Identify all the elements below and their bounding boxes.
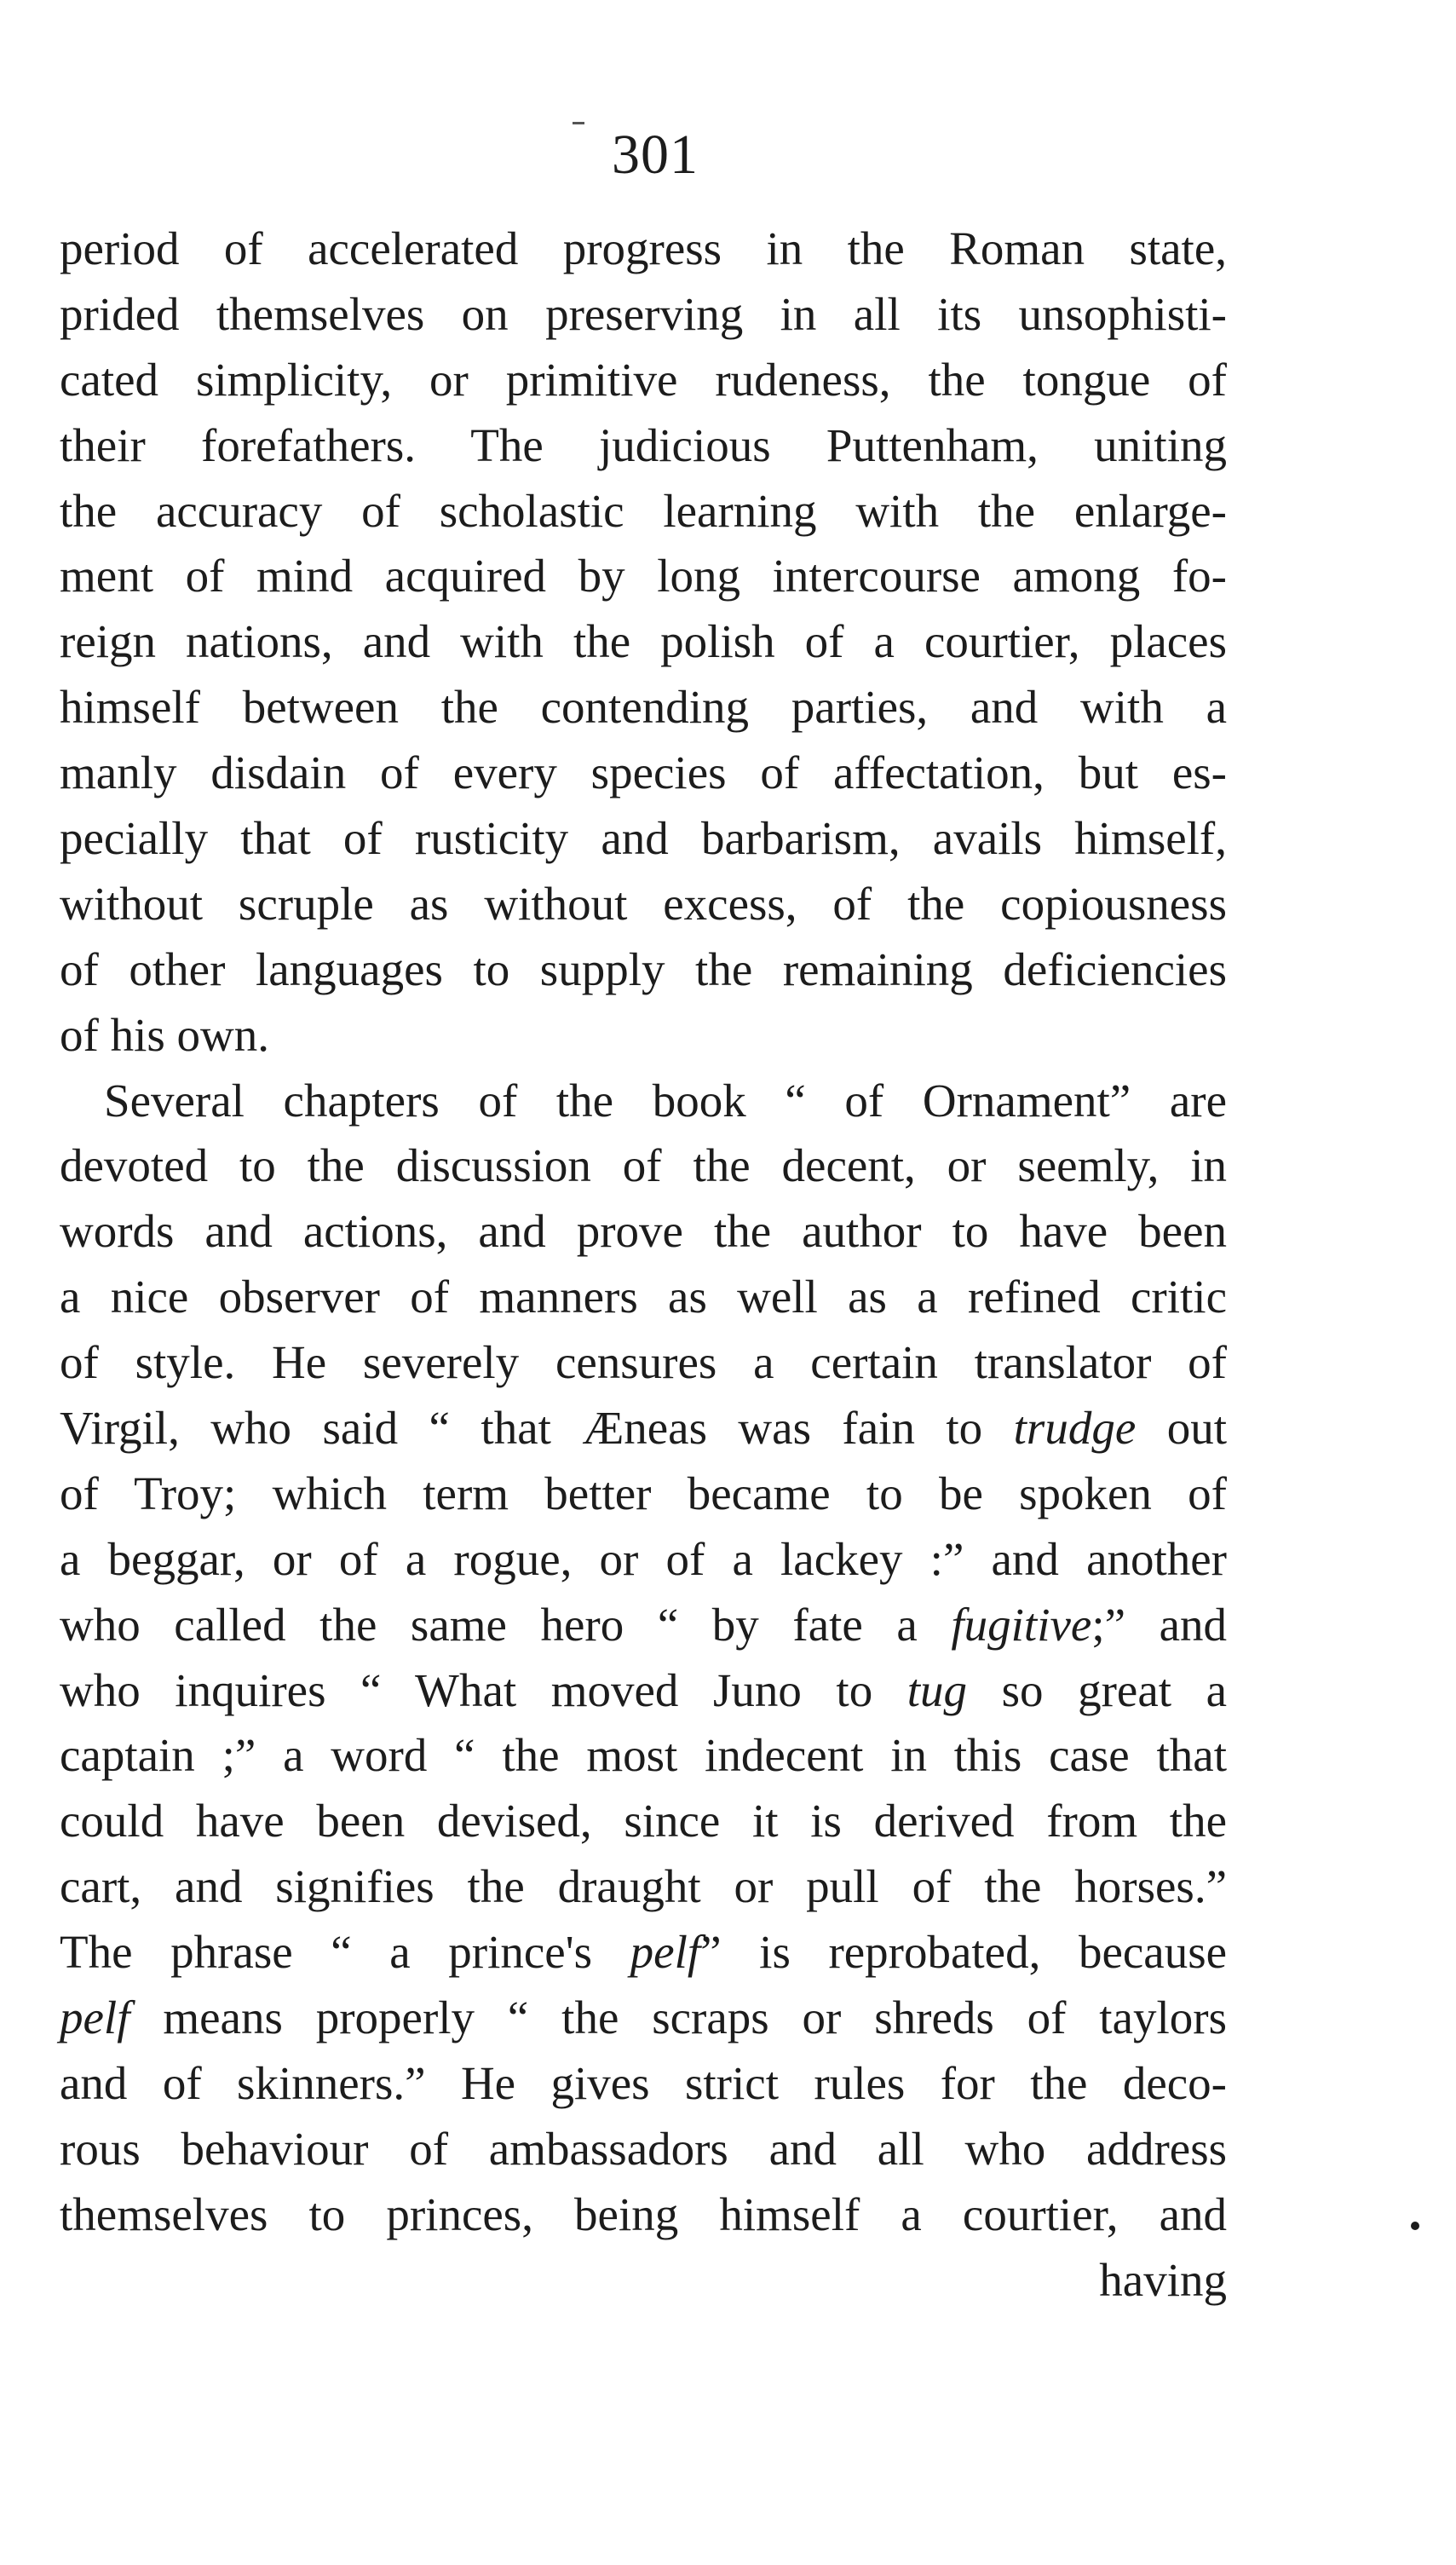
text-line: reign nations, and with the polish of a courtier, places [60,615,1227,668]
text-segment: out [1136,1402,1228,1455]
text-line: prided themselves on preserving in all its unsophisti- [60,287,1227,340]
text-line: a beggar, or of a rogue, or of a lackey :” and another [60,1532,1227,1585]
text-segment: The phrase “ a prince's [60,1926,630,1979]
text-segment: means properly “ the scraps or shreds of taylors [129,1991,1227,2044]
text-segment: ” is reprobated, because [700,1926,1228,1979]
text-line: devoted to the discussion of the decent, or seemly, in [60,1139,1227,1192]
catchword: having [1099,2253,1227,2306]
italic-word: trudge [1013,1402,1137,1455]
italic-word: fugitive [951,1598,1092,1651]
text-line: words and actions, and prove the author to have been [60,1205,1227,1258]
text-line: period of accelerated progress in the Roman state, [60,222,1227,274]
text-line: of style. He severely censures a certain translator of [60,1336,1227,1389]
text-segment: who inquires “ What moved Juno to [60,1663,907,1716]
text-line: himself between the contending parties, and with a [60,681,1227,734]
text-line: rous behaviour of ambassadors and all who address [60,2122,1227,2175]
text-line: the accuracy of scholastic learning with the enlarge- [60,484,1227,537]
text-segment: who called the same hero “ by fate a [60,1598,952,1651]
text-line: of Troy; which term better became to be spoken of [60,1467,1227,1519]
text-line [60,1658,1227,1724]
text-line: ment of mind acquired by long intercourse among fo- [60,550,1227,602]
text-line [60,1593,1227,1658]
text-line: manly disdain of every species of affectation, but es- [60,746,1227,799]
text-line [60,1396,1227,1461]
text-segment: ;” and [1091,1598,1228,1651]
text-line: could have been devised, since it is derived from the [60,1795,1227,1847]
italic-word: pelf [630,1926,701,1979]
margin-speck [1411,2222,1419,2230]
text-line: without scruple as without excess, of the copiousness [60,877,1227,930]
text-segment: so great a [967,1663,1227,1716]
text-line: cated simplicity, or primitive rudeness, the tongue of [60,353,1227,406]
paragraph-start-line: Several chapters of the book “ of Ornament” are [104,1074,1227,1127]
text-line: pecially that of rusticity and barbarism, avails himself, [60,812,1227,865]
text-line: of his own. [60,1008,269,1061]
text-segment: Virgil, who said “ that Æneas was fain to [60,1402,1014,1455]
text-line: of other languages to supply the remaining deficiencies [60,942,1227,995]
text-line [60,1920,1227,1986]
text-line: a nice observer of manners as well as a refined critic [60,1271,1227,1323]
body-text [60,216,1227,2314]
text-line: cart, and signifies the draught or pull of the horses.” [60,1860,1227,1913]
italic-word: tug [906,1663,968,1716]
italic-word: pelf [60,1991,130,2044]
text-line: captain ;” a word “ the most indecent in this case that [60,1729,1227,1782]
page-number: 301 [612,124,699,186]
text-line: their forefathers. The judicious Puttenham, uniting [60,418,1227,471]
text-line [60,1986,1227,2051]
text-line: themselves to princes, being himself a courtier, and [60,2187,1227,2240]
text-line: and of skinners.” He gives strict rules for the deco- [60,2056,1227,2109]
